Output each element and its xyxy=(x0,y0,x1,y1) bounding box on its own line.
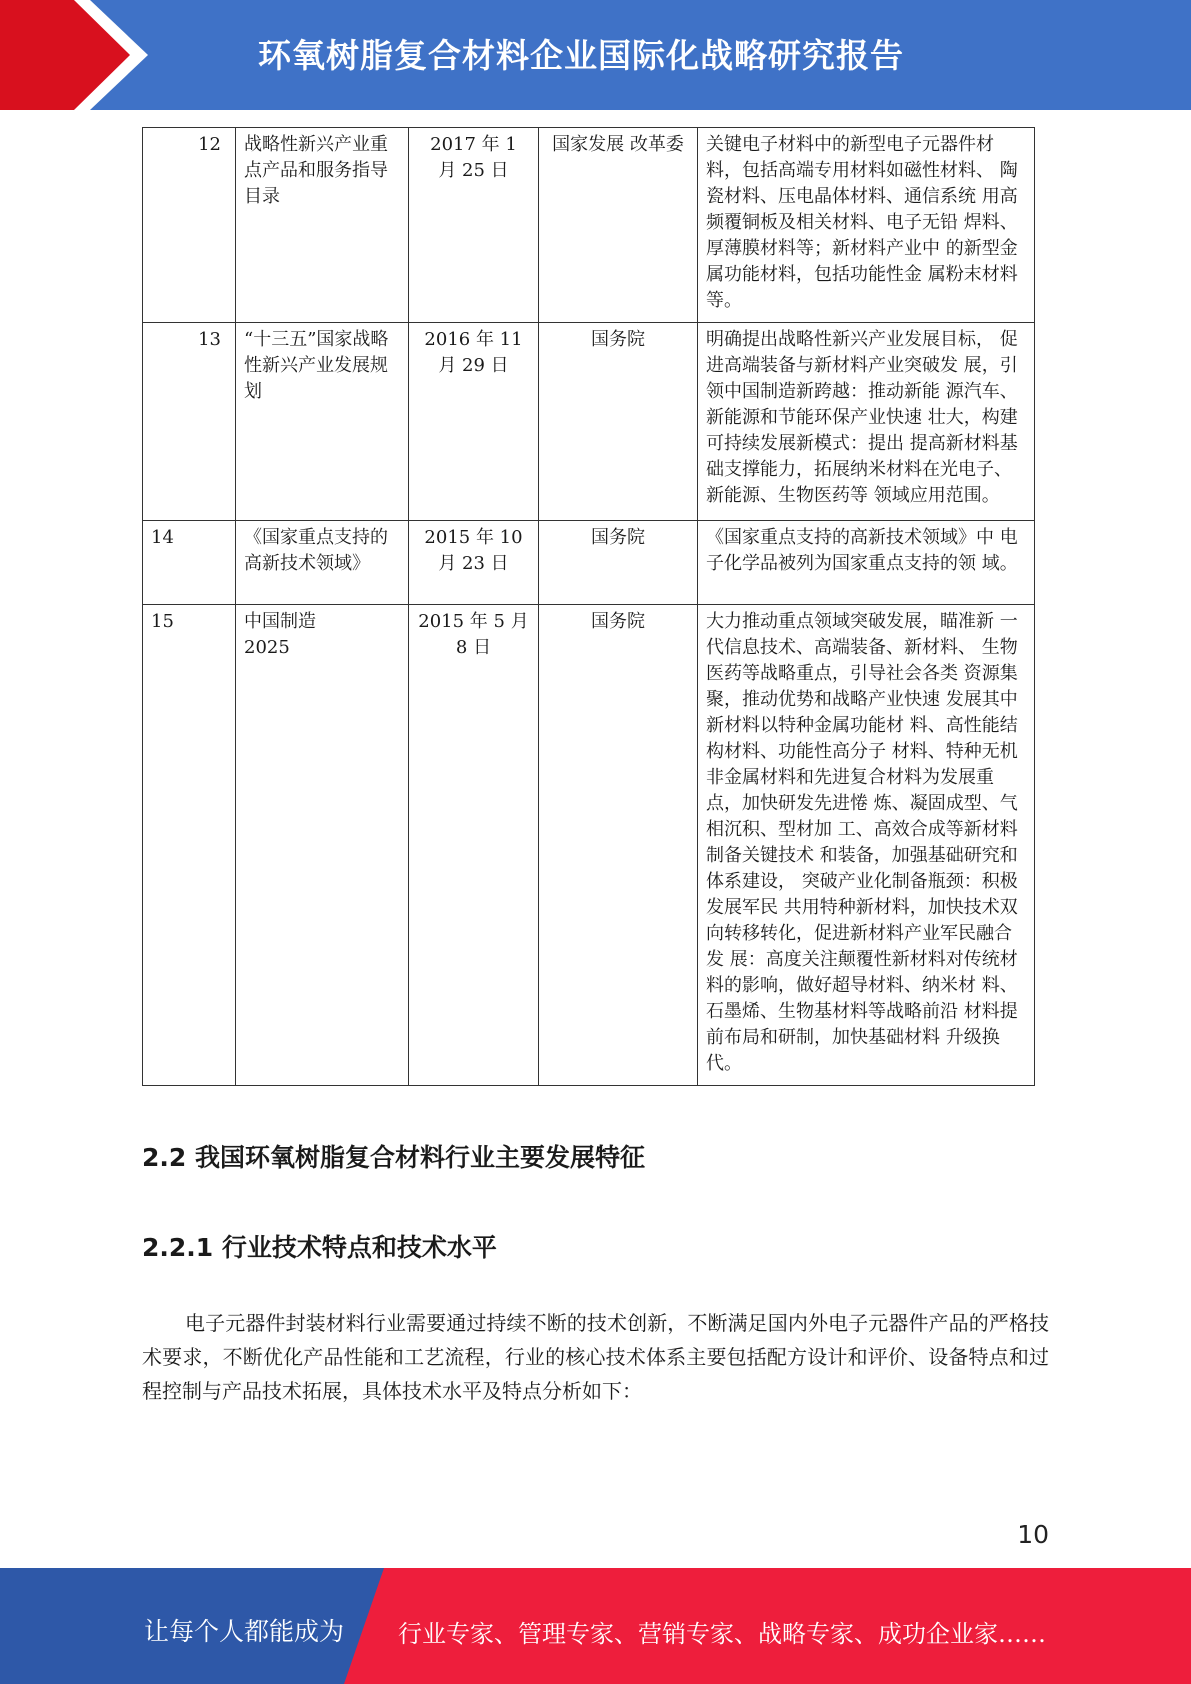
issue-date: 2017 年 1 月 25 日 xyxy=(409,128,539,323)
footer-slogan-right: 行业专家、管理专家、营销专家、战略专家、成功企业家…… xyxy=(398,1620,1046,1648)
row-number: 12 xyxy=(143,128,236,323)
subsection-heading: 2.2.1 行业技术特点和技术水平 xyxy=(142,1233,497,1262)
section-heading: 2.2 我国环氧树脂复合材料行业主要发展特征 xyxy=(142,1143,645,1172)
policy-description: 明确提出战略性新兴产业发展目标， 促进高端装备与新材料产业突破发 展，引领中国制造新跨越：推动新能 源汽车、新能源和节能环保产业快速 壮大，构建可持续发展新模式：提出 提高新材料基础支撑能力，拓展纳米材料在光电子、新能源、生物医药等 领域应用范围。 xyxy=(698,323,1035,521)
issue-date: 2015 年 10 月 23 日 xyxy=(409,521,539,605)
table-row xyxy=(143,128,1035,323)
page-number: 10 xyxy=(1017,1520,1049,1549)
row-number: 14 xyxy=(143,521,236,605)
issuing-agency: 国务院 xyxy=(539,605,698,1086)
issuing-agency: 国务院 xyxy=(539,521,698,605)
policy-name: 《国家重点支持的高新技术领域》 xyxy=(236,521,409,605)
row-number: 15 xyxy=(143,605,236,1086)
policy-description: 关键电子材料中的新型电子元器件材 料，包括高端专用材料如磁性材料、 陶瓷材料、压电晶体材料、通信系统 用高频覆铜板及相关材料、电子无铅 焊料、厚薄膜材料等；新材料产业中 的新型金属功能材料，包括功能性金 属粉末材料等。 xyxy=(698,128,1035,323)
page-footer xyxy=(0,1568,1191,1684)
policy-description: 《国家重点支持的高新技术领域》中 电子化学品被列为国家重点支持的领 域。 xyxy=(698,521,1035,605)
issue-date: 2015 年 5 月 8 日 xyxy=(409,605,539,1086)
policy-description: 大力推动重点领域突破发展，瞄准新 一代信息技术、高端装备、新材料、 生物医药等战略重点，引导社会各类 资源集聚，推动优势和战略产业快速 发展其中新材料以特种金属功能材 料、高性能结构材料、功能性高分子 材料、特种无机非金属材料和先进复合材料为发展重点，加快研发先进惓 炼、凝固成型、气相沉积、型材加 工、高效合成等新材料制备关键技术 和装备，加强基础研究和体系建设， 突破产业化制备瓶颈：积极发展军民 共用特种新材料，加快技术双向转移转化，促进新材料产业军民融合发 展：高度关注颠覆性新材料对传统材 料的影响，做好超导材料、纳米材 料、石墨烯、生物基材料等战略前沿 材料提前布局和研制，加快基础材料 升级换代。 xyxy=(698,605,1035,1086)
issuing-agency: 国家发展 改革委 xyxy=(539,128,698,323)
policy-name: “十三五”国家战略性新兴产业发展规划 xyxy=(236,323,409,521)
issue-date: 2016 年 11 月 29 日 xyxy=(409,323,539,521)
policy-name: 中国制造 2025 xyxy=(236,605,409,1086)
issuing-agency: 国务院 xyxy=(539,323,698,521)
body-paragraph: 电子元器件封装材料行业需要通过持续不断的技术创新，不断满足国内外电子元器件产品的严格技术要求，不断优化产品性能和工艺流程，行业的核心技术体系主要包括配方设计和评价、设备特点和过程控制与产品技术拓展，具体技术水平及特点分析如下： xyxy=(142,1311,1049,1403)
row-number: 13 xyxy=(143,323,236,521)
policy-name: 战略性新兴产业重点产品和服务指导目录 xyxy=(236,128,409,323)
policy-table xyxy=(142,127,1035,1086)
table-row xyxy=(143,521,1035,605)
table-row xyxy=(143,323,1035,521)
table-row xyxy=(143,605,1035,1086)
page-header xyxy=(0,0,1191,110)
header-title: 环氧树脂复合材料企业国际化战略研究报告 xyxy=(258,36,904,75)
footer-slogan-left: 让每个人都能成为 xyxy=(144,1617,345,1646)
